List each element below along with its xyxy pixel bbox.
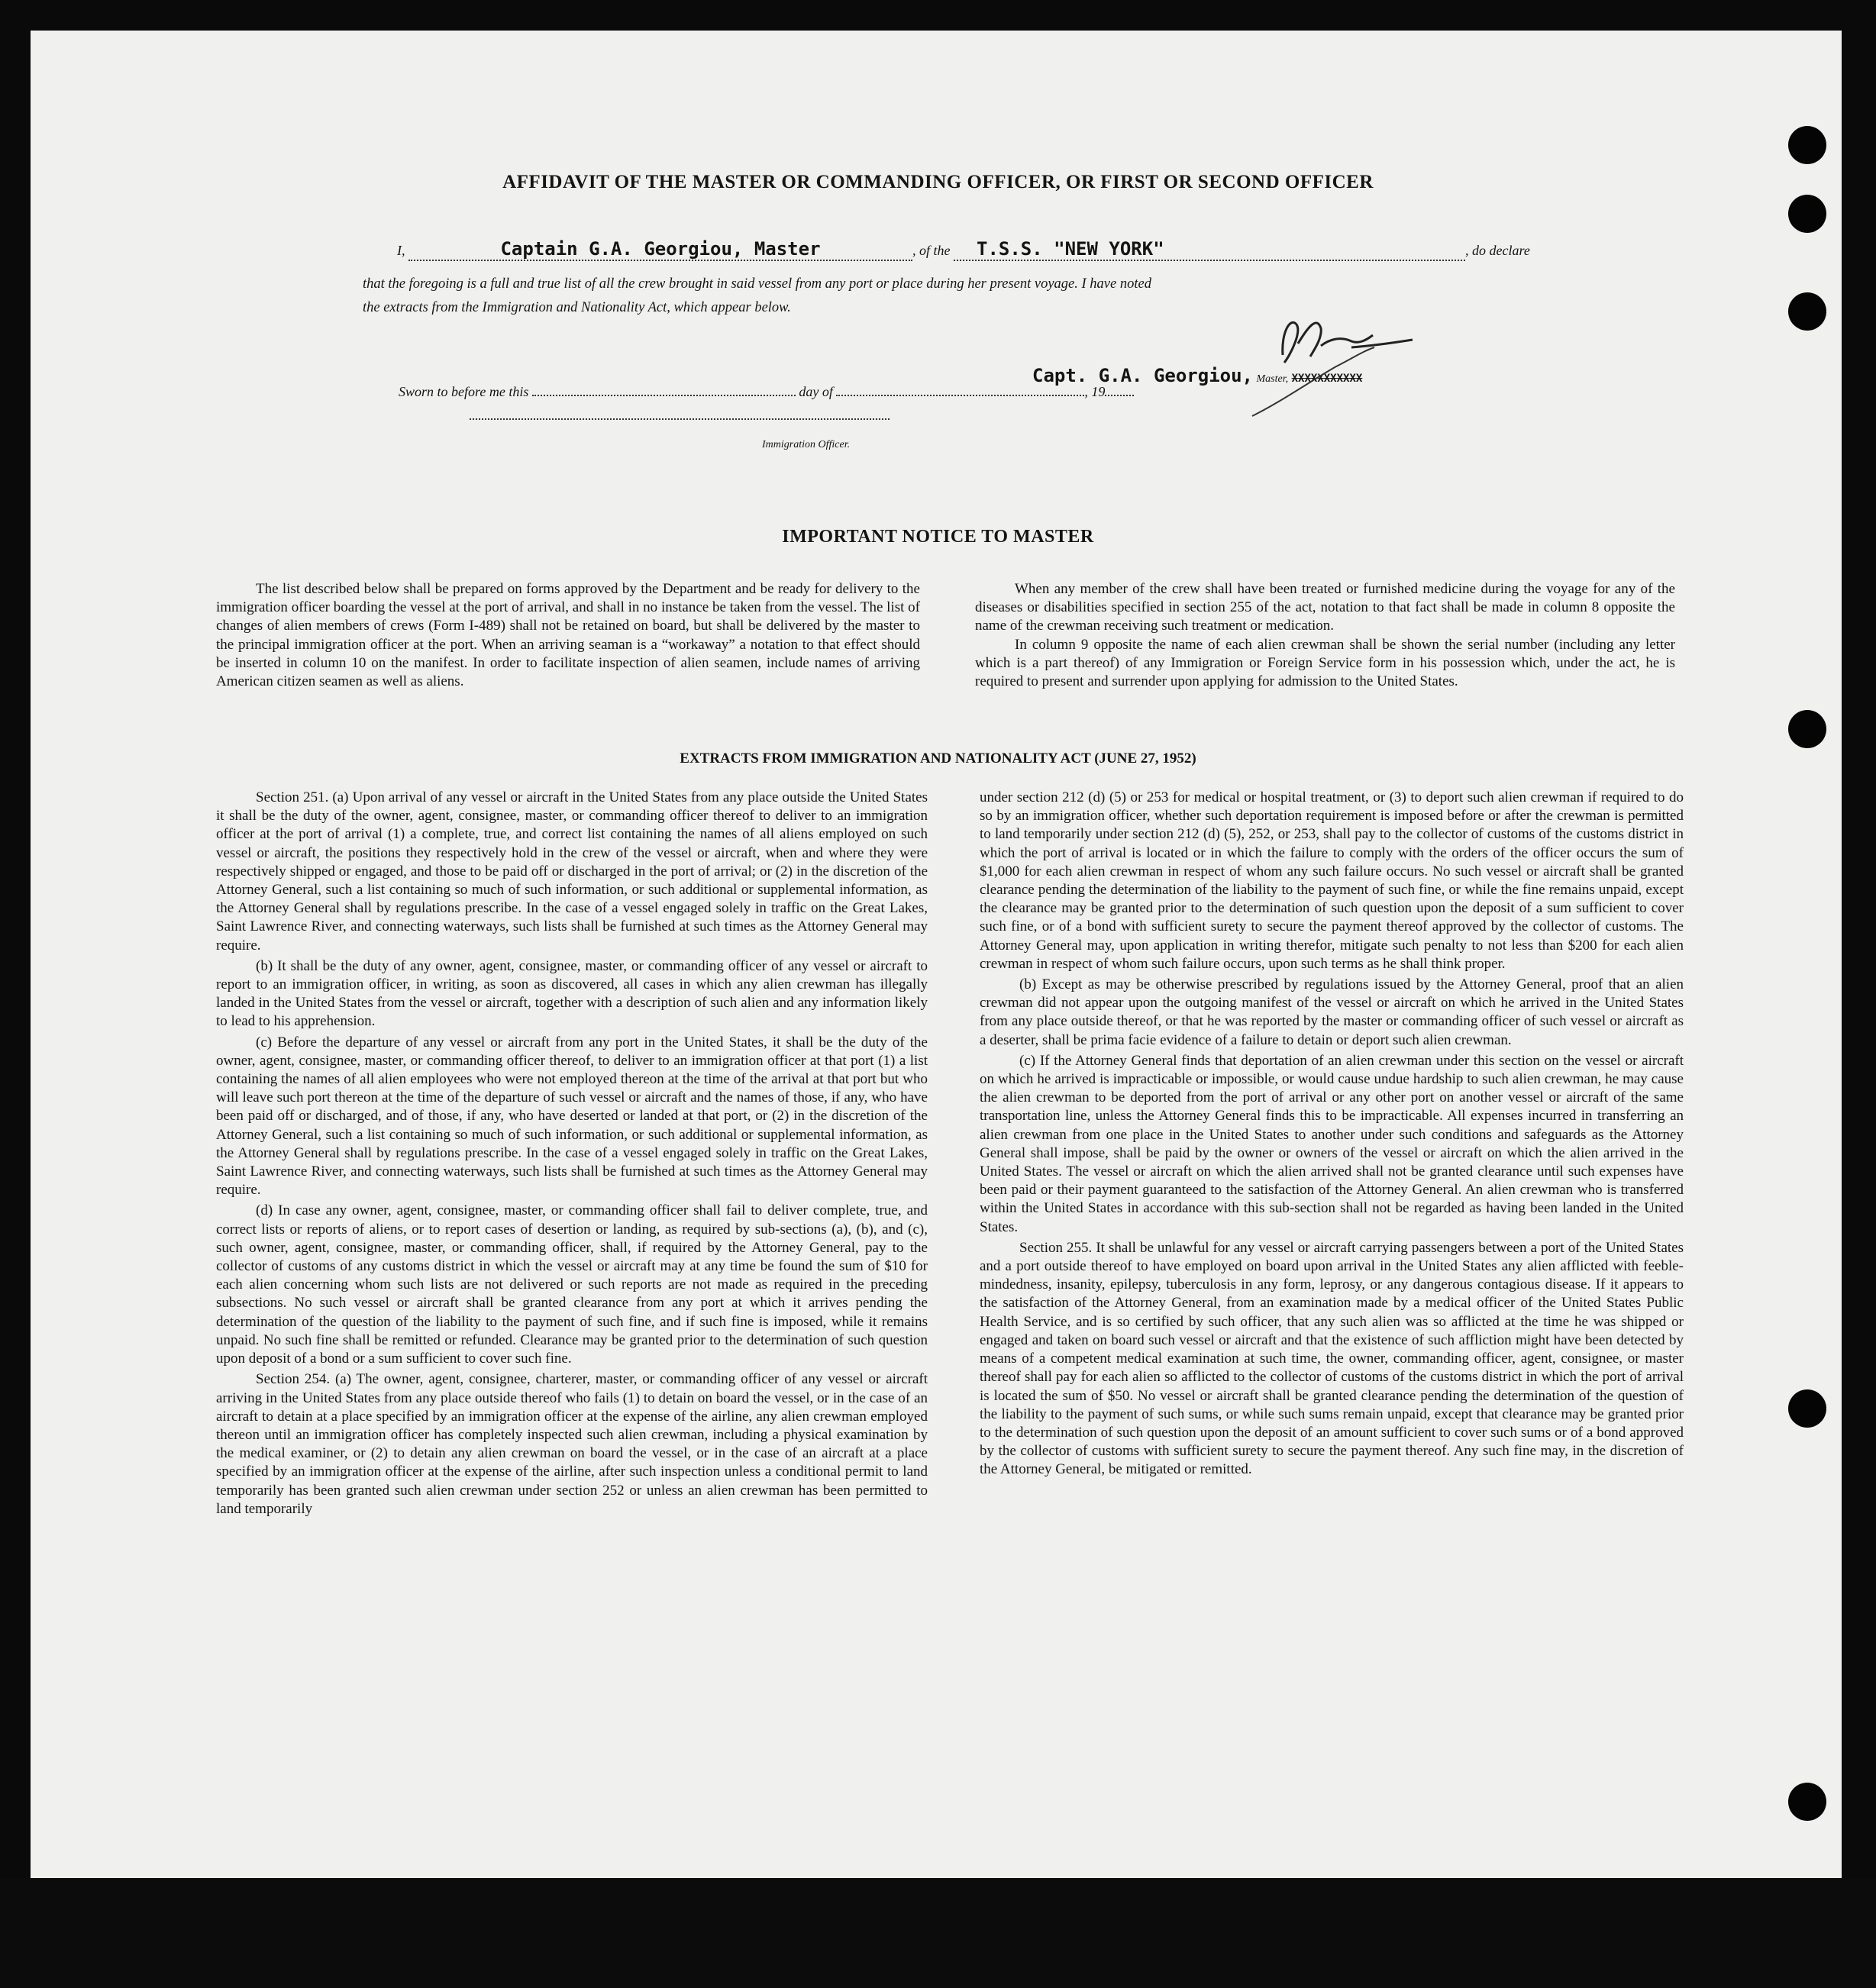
of-the-label: , of the	[912, 243, 951, 258]
day-of-label: day of	[799, 384, 833, 399]
section-251c: (c) Before the departure of any vessel or aircraft from any port in the United States, it shall be the duty of the owner, agent, consignee, master, or commanding officer thereof, to deliver to an immigration officer at that port (1) a list containing the names of all alien employees who were not employed thereon at the time of the arrival at that port but who will leave such port thereon at the time of the departure of such vessel or aircraft and the names of those, if any, who have been paid off or discharged, and of those, if any, who have deserted or landed at that port, or (2) in the discretion of the Attorney General, such a list containing so much of such information, or such additional or supplemental information, as the Attorney General shall by regulations prescribe. In the case of a vessel engaged solely in traffic on the Great Lakes, Saint Lawrence River, and connecting waterways, such lists shall be furnished at such times as the Attorney General may require.	[216, 1034, 928, 1199]
section-254a-continued: under section 212 (d) (5) or 253 for medical or hospital treatment, or (3) to deport such alien crewman if required to do so by an immigration officer, whether such deportation requirement is imposed before or after the crewman is permitted to land temporarily under section 212 (d) (5), 252, or 253, shall pay to the collector of customs of the customs district in which the port of arrival is located or in which the failure to comply with the orders of the officer occurs the sum of $1,000 for each alien crewman in respect of whom any such failure occurs. No such vessel or aircraft shall be granted clearance pending the determination of the liability to the payment of such fine, or while the fine remains unpaid, except the clearance may be granted prior to the determination of such question upon the deposit of a sum sufficient to cover such fine, or of a bond with sufficient surety to secure the payment thereof approved by the collector of customs. The Attorney General may, upon application in writing therefor, mitigate such penalty to not less than $200 for each alien crewman in respect of whom such failure occurs, upon such terms as he shall think proper.	[980, 789, 1684, 972]
section-254a: Section 254. (a) The owner, agent, consignee, charterer, master, or commanding officer of any vessel or aircraft arriving in the United States from any place outside thereof who fails (1) to detain on board the vessel, or in the case of an aircraft to detain at a place specified by an immigration officer at the expense of the airline, any alien crewman employed thereon until an immigration officer has completely inspected such alien crewman, including a physical examination by the medical examiner, or (2) to detain any alien crewman on board the vessel, or in the case of an aircraft at a place specified by an immigration officer at the expense of the airline, after such inspection unless a conditional permit to land temporarily has been granted such alien crewman under section 252 or unless an alien crewman has been permitted to land temporarily	[216, 1371, 928, 1517]
immigration-officer-label: Immigration Officer.	[762, 439, 851, 450]
punch-hole	[1788, 710, 1826, 748]
immigration-officer-signature-line	[470, 418, 890, 420]
notice-paragraph: When any member of the crew shall have been treated or furnished medicine during the voyage for any of the diseases or disabilities specified in section 255 of the act, notation to that fact shall be made in column 8 opposite the name of the crewman receiving such treatment or medication.	[975, 581, 1675, 634]
section-251b: (b) It shall be the duty of any owner, agent, consignee, master, or commanding officer of any vessel or aircraft to report to an immigration officer, in writing, as soon as discovered, all cases in which any alien crewman has illegally landed in the United States from the vessel or aircraft, together with a description of such alien and any information likely to lead to his apprehension.	[216, 957, 928, 1030]
punch-hole	[1788, 126, 1826, 164]
punch-hole	[1788, 292, 1826, 331]
punch-hole	[1788, 195, 1826, 233]
notice-right-column	[975, 580, 1675, 691]
sworn-day-field	[532, 395, 796, 396]
vessel-field	[954, 238, 1465, 261]
declaration-line	[397, 238, 1530, 261]
scan-border-bottom	[0, 1878, 1876, 1988]
extracts-left-column	[216, 789, 928, 1521]
declarant-field	[408, 238, 912, 261]
notice-paragraph: In column 9 opposite the name of each alien crewman shall be shown the serial number (including any letter which is a part thereof) of any Immigration or Foreign Service form in his possession which, under the act, he is required to present and surrender upon applying for admission to the United States.	[975, 636, 1675, 690]
sworn-label: Sworn to before me this	[399, 384, 529, 399]
affidavit-title: AFFIDAVIT OF THE MASTER OR COMMANDING OFFICER, OR FIRST OR SECOND OFFICER	[502, 172, 1374, 192]
vessel-name: T.S.S. "NEW YORK"	[977, 238, 1164, 260]
section-254c: (c) If the Attorney General finds that deportation of an alien crewman under this section on the vessel or aircraft on which he arrived is impracticable or impossible, or would cause undue hardship to such alien crewman, he may cause the alien crewman to be deported from the port of arrival or any other port on another vessel or aircraft of the same transportation line, unless the Attorney General finds this to be impracticable. All expenses incurred in transferring an alien crewman from one place in the United States to another under such conditions and safeguards as the Attorney General shall impose, shall be paid by the owner or owners of the vessel or aircraft on which the alien arrived in the United States. The vessel or aircraft on which the alien arrived shall not be granted clearance until such expenses have been paid or their payment guaranteed to the satisfaction of the Attorney General. An alien crewman who is transferred within the United States in accordance with this sub-section shall not be regarded as having been landed in the United States.	[980, 1052, 1684, 1235]
struck-title: XXXXXXXXXXX	[1291, 373, 1363, 385]
notice-title: IMPORTANT NOTICE TO MASTER	[782, 527, 1094, 547]
section-255: Section 255. It shall be unlawful for any vessel or aircraft carrying passengers between a port of the United States and a port outside thereof to have employed on board upon arrival in the United States any alien afflicted with feeble-mindedness, insanity, epilepsy, tuberculosis in any form, leprosy, or any dangerous contagious disease. If it appears to the satisfaction of the Attorney General, from an examination made by a medical officer of the United States Public Health Service, and is so certified by such officer, that any such alien was so afflicted at the time he was shipped or engaged and taken on board such vessel or aircraft and that the existence of such affliction might have been detected by means of a competent medical examination at such time, the owner, commanding officer, agent, consignee, or master thereof shall pay for each alien so afflicted to the collector of customs of the customs district in which the port of arrival is located the sum of $50. No vessel or aircraft shall be granted clearance pending the determination of the question of the liability to the payment of such sums, or while such sums remain unpaid, except that clearance may be granted prior to the determination of such question upon the deposit of an amount sufficient to cover such sums or of a bond approved by the collector of customs with sufficient surety to secure the payment thereof. Any such fine may, in the discretion of the Attorney General, be mitigated or remitted.	[980, 1239, 1684, 1478]
handwritten-signature	[1237, 302, 1497, 431]
notice-left-column	[216, 580, 920, 691]
statement-line-1: that the foregoing is a full and true list of all the crew brought in said vessel from any port or place during her present voyage. I have noted	[363, 276, 1151, 292]
extracts-right-column	[980, 789, 1684, 1482]
declarant-name: Captain G.A. Georgiou, Master	[500, 238, 821, 260]
sworn-month-field	[836, 395, 1084, 396]
signatory-title: Master,	[1256, 373, 1289, 385]
do-declare-label: , do declare	[1465, 243, 1530, 258]
year-label: , 19	[1084, 384, 1106, 399]
i-label: I,	[397, 243, 405, 258]
punch-hole	[1788, 1783, 1826, 1821]
statement-line-2: the extracts from the Immigration and Nationality Act, which appear below.	[363, 300, 791, 315]
extracts-title: EXTRACTS FROM IMMIGRATION AND NATIONALITY ACT (JUNE 27, 1952)	[680, 750, 1196, 766]
section-251a: Section 251. (a) Upon arrival of any vessel or aircraft in the United States from any place outside the United States it shall be the duty of the owner, agent, consignee, master, or commanding officer thereof to deliver to an immigration officer at the port of arrival (1) a complete, true, and correct list containing the names of all aliens employed on such vessel or aircraft, the positions they respectively hold in the crew of the vessel or aircraft, when and where they were respectively shipped or engaged, and those to be paid off or discharged in the port of arrival; or (2) in the discretion of the Attorney General, such a list containing so much of such information, or such additional or supplemental information, as the Attorney General shall by regulations prescribe. In the case of a vessel engaged solely in traffic on the Great Lakes, Saint Lawrence River, and connecting waterways, such lists shall be furnished at such times as the Attorney General may require.	[216, 789, 928, 954]
signatory-typed: Capt. G.A. Georgiou,	[1032, 365, 1253, 386]
punch-hole	[1788, 1389, 1826, 1428]
notice-paragraph: The list described below shall be prepared on forms approved by the Department and be ready for delivery to the immigration officer boarding the vessel at the port of arrival, and shall in no instance be taken from the vessel. The list of changes of alien members of crews (Form I-489) shall not be retained on board, but shall be delivered by the master to the principal immigration officer at the port. When an arriving seaman is a “workaway” a notation to that effect should be inserted in column 10 on the manifest. In order to facilitate inspection of alien seamen, include names of arriving American citizen seamen as well as aliens.	[216, 581, 920, 690]
section-254b: (b) Except as may be otherwise prescribed by regulations issued by the Attorney General, proof that an alien crewman did not appear upon the outgoing manifest of the vessel or aircraft on which he arrived in the United States from any place outside thereof, or that he was reported by the master or commanding officer of such vessel or aircraft as a deserter, shall be prima facie evidence of a failure to detain or deport such alien crewman.	[980, 976, 1684, 1048]
sworn-year-field	[1105, 395, 1134, 396]
sworn-line	[399, 384, 1134, 400]
section-251d: (d) In case any owner, agent, consignee, master, or commanding officer shall fail to deliver complete, true, and correct lists or reports of aliens, or to report cases of desertion or landing, as required by sub-sections (a), (b), and (c), such owner, agent, consignee, master, or commanding officer, shall, if required by the Attorney General, pay to the collector of customs of any customs district in which the vessel or aircraft may at any time be found the sum of $10 for each alien concerning whom such lists are not delivered or such reports are not made as required in the preceding subsections. No such vessel or aircraft shall be granted clearance from any port at which it arrives pending the determination of the question of the liability to the payment of such fine, and if such fine is imposed, while it remains unpaid. No such fine shall be remitted or refunded. Clearance may be granted prior to the determination of such question upon deposit of a bond or a sum sufficient to cover such fine.	[216, 1202, 928, 1367]
